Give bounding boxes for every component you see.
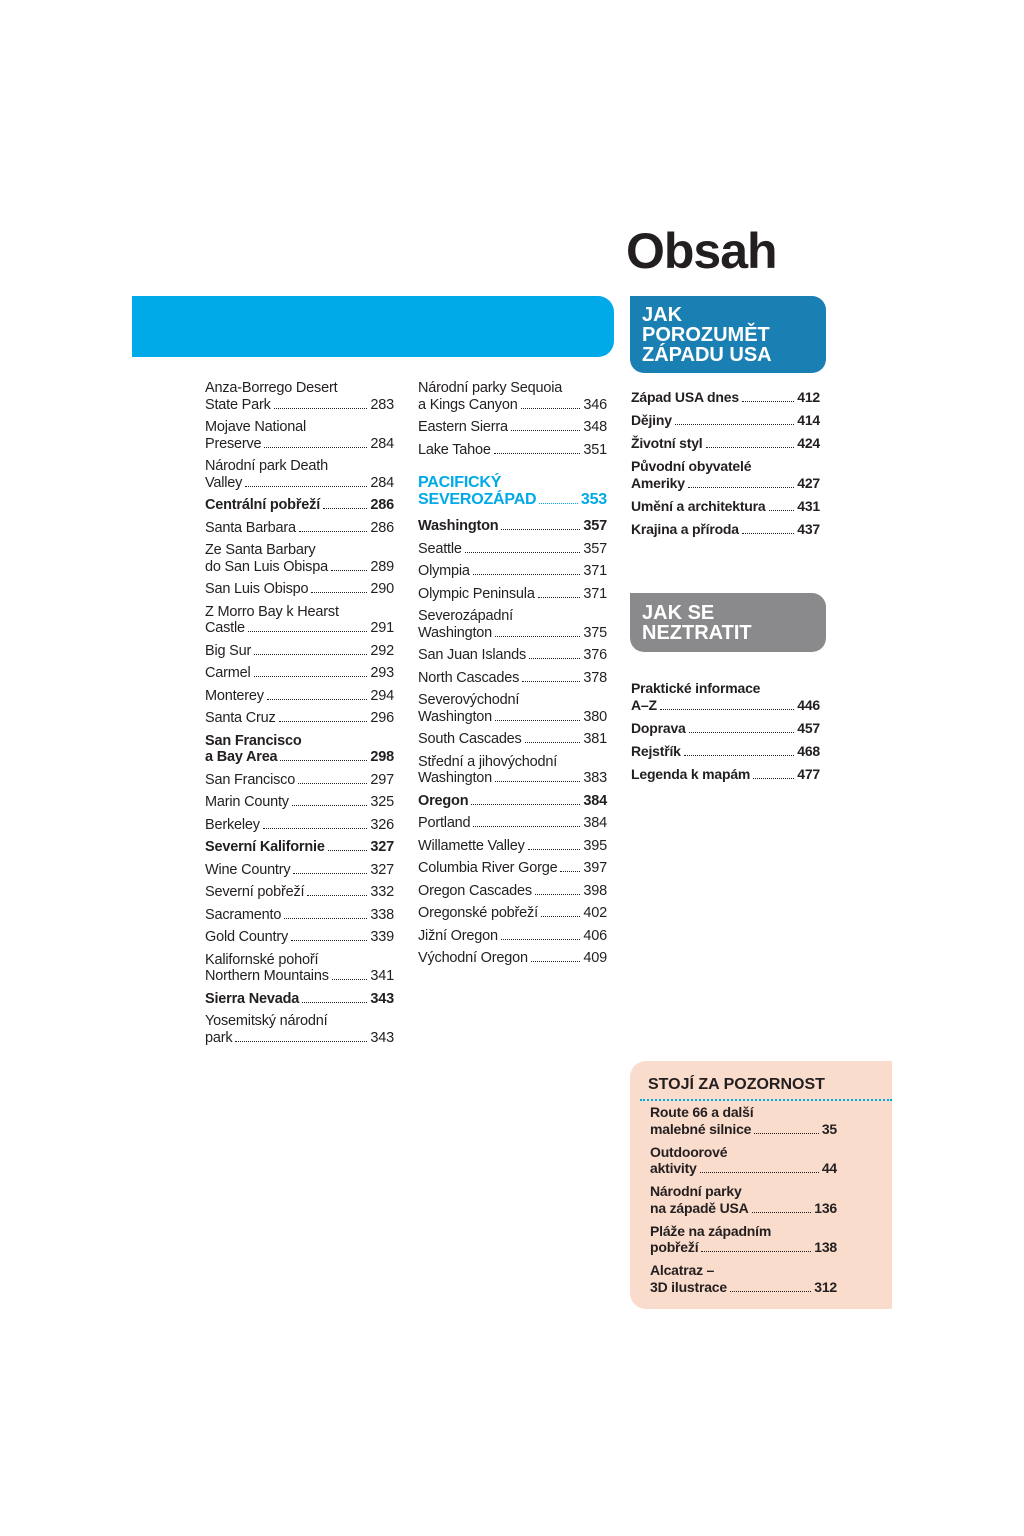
- toc-entry-title: Lake Tahoe: [418, 441, 491, 458]
- toc-entry[interactable]: [631, 389, 820, 406]
- dot-leader: [560, 871, 580, 872]
- understand-line-2: POROZUMĚT: [642, 324, 770, 346]
- toc-entry-title: Marin County: [205, 794, 289, 810]
- dot-leader: [292, 805, 368, 806]
- toc-entry-title: Eastern Sierra: [418, 419, 508, 435]
- toc-entry-title: Oregonské pobřeží: [418, 905, 538, 921]
- toc-entry-title: Santa Cruz: [205, 710, 276, 726]
- toc-entry[interactable]: [418, 419, 607, 436]
- toc-entry[interactable]: [205, 643, 394, 660]
- toc-entry-title: Portland: [418, 815, 471, 831]
- toc-page-number: 35: [821, 1120, 837, 1137]
- toc-page-number: 338: [370, 906, 394, 923]
- dot-leader: [522, 681, 580, 682]
- understand-line-3: ZÁPADU USA: [642, 344, 772, 366]
- toc-entry[interactable]: [418, 541, 607, 558]
- toc-entry[interactable]: [650, 1104, 837, 1138]
- toc-entry-title: Severní Kalifornie: [205, 839, 325, 855]
- toc-entry[interactable]: [418, 692, 607, 725]
- toc-page-number: 384: [583, 792, 607, 809]
- toc-page-number: 332: [370, 884, 394, 900]
- toc-page-number: 292: [370, 642, 394, 659]
- highlights-list: [650, 1104, 837, 1302]
- toc-entry-title: San Juan Islands: [418, 647, 527, 663]
- survival-line-2: NEZTRATIT: [642, 622, 752, 644]
- toc-entry[interactable]: [631, 458, 820, 492]
- toc-entry-title: pobřeží: [650, 1239, 699, 1255]
- toc-entry-title: Wine Country: [205, 861, 291, 878]
- toc-entry-title-line: Kalifornské pohoří: [205, 951, 319, 968]
- toc-entry-title: Washington: [418, 770, 493, 786]
- toc-page-number: 468: [797, 742, 820, 759]
- toc-entry[interactable]: [631, 766, 820, 783]
- toc-entry-title: SEVEROZÁPAD: [418, 491, 537, 508]
- dot-leader: [501, 529, 580, 530]
- header-band: [132, 296, 614, 357]
- toc-page-number: 353: [580, 491, 607, 508]
- toc-page-number: 431: [797, 497, 820, 514]
- toc-entry-title: Dějiny: [631, 412, 672, 428]
- dot-leader: [465, 552, 581, 553]
- toc-entry-title: North Cascades: [418, 669, 520, 686]
- toc-entry-title: Oregon Cascades: [418, 882, 532, 899]
- dot-leader: [521, 408, 581, 409]
- dot-leader: [311, 592, 367, 593]
- toc-entry-title: Krajina a příroda: [631, 520, 739, 537]
- toc-entry[interactable]: [650, 1223, 837, 1257]
- dot-leader: [742, 533, 794, 534]
- toc-page-number: 283: [370, 396, 394, 413]
- toc-page-number: 346: [583, 396, 607, 413]
- toc-entry-title-line: Severozápadní: [418, 608, 513, 624]
- toc-entry-title: aktivity: [650, 1160, 697, 1176]
- toc-entry[interactable]: [631, 680, 820, 714]
- dot-leader: [302, 1002, 367, 1003]
- toc-entry-title: Severní pobřeží: [205, 884, 305, 900]
- dot-leader: [254, 676, 368, 677]
- toc-page-number: 325: [370, 794, 394, 810]
- toc-entry-title: Východní Oregon: [418, 950, 528, 966]
- dot-leader: [307, 895, 367, 896]
- dot-leader: [293, 873, 367, 874]
- dot-leader: [752, 1212, 812, 1213]
- dot-leader: [264, 447, 367, 448]
- toc-entry-title: Jižní Oregon: [418, 927, 498, 944]
- toc-page-number: 477: [797, 765, 820, 782]
- toc-entry[interactable]: [205, 380, 394, 413]
- toc-entry-title-line: Střední a jihovýchodní: [418, 753, 558, 770]
- toc-entry[interactable]: [205, 604, 394, 637]
- dot-leader: [769, 510, 795, 511]
- toc-page-number: 297: [370, 771, 394, 788]
- toc-entry-title: San Luis Obispo: [205, 581, 309, 597]
- toc-page-number: 286: [370, 497, 394, 513]
- toc-entry-title: South Cascades: [418, 731, 522, 747]
- dot-leader: [299, 531, 367, 532]
- toc-page-number: 375: [583, 624, 607, 641]
- toc-entry-title: Northern Mountains: [205, 968, 329, 984]
- toc-entry-title: Big Sur: [205, 642, 252, 659]
- toc-entry-title: A–Z: [631, 696, 657, 713]
- toc-entry-title: do San Luis Obispa: [205, 558, 328, 575]
- toc-entry[interactable]: [418, 928, 607, 945]
- toc-page-number: 381: [583, 731, 607, 747]
- dot-leader: [531, 961, 581, 962]
- toc-page-number: 327: [370, 839, 394, 855]
- toc-page-number: 136: [814, 1199, 837, 1216]
- dot-leader: [511, 430, 581, 431]
- toc-entry[interactable]: [205, 665, 394, 682]
- dot-leader: [328, 850, 368, 851]
- toc-entry[interactable]: [418, 793, 607, 810]
- toc-column-understand: [631, 389, 820, 544]
- toc-entry[interactable]: [631, 720, 820, 737]
- dot-leader: [473, 826, 580, 827]
- toc-entry-title: State Park: [205, 396, 271, 413]
- toc-entry-title: Carmel: [205, 665, 251, 681]
- dot-leader: [274, 408, 368, 409]
- toc-entry[interactable]: [205, 817, 394, 834]
- toc-entry-title: Washington: [418, 708, 493, 725]
- toc-entry[interactable]: [205, 688, 394, 705]
- toc-entry-title-line: Národní park Death: [205, 458, 328, 474]
- toc-page-number: 339: [370, 929, 394, 945]
- toc-entry-title: Západ USA dnes: [631, 389, 739, 405]
- toc-entry[interactable]: [418, 860, 607, 877]
- toc-entry[interactable]: [205, 497, 394, 514]
- toc-page-number: 437: [797, 520, 820, 537]
- toc-page-number: 290: [370, 581, 394, 597]
- toc-page-number: 424: [797, 435, 820, 451]
- toc-page-number: 286: [370, 519, 394, 536]
- dot-leader: [753, 778, 794, 779]
- toc-entry[interactable]: [418, 518, 607, 535]
- toc-entry-title-line: Alcatraz –: [650, 1262, 715, 1278]
- toc-page-number: 343: [370, 990, 394, 1007]
- dot-leader: [254, 654, 367, 655]
- toc-entry[interactable]: [205, 907, 394, 924]
- toc-page-number: 371: [583, 563, 607, 579]
- toc-page-number: 326: [370, 816, 394, 833]
- toc-page-number: 409: [583, 950, 607, 966]
- toc-page-number: 427: [797, 474, 820, 491]
- toc-page-number: 312: [814, 1278, 837, 1295]
- toc-entry-title: Santa Barbara: [205, 519, 296, 536]
- toc-page-number: 376: [583, 647, 607, 663]
- toc-entry-title-line: Národní parky Sequoia: [418, 380, 563, 396]
- toc-entry[interactable]: [418, 647, 607, 664]
- toc-entry-title: Doprava: [631, 719, 686, 736]
- dot-leader: [675, 424, 794, 425]
- toc-page-number: 384: [583, 815, 607, 831]
- toc-entry-title: Washington: [418, 624, 493, 641]
- toc-page-number: 289: [370, 558, 394, 575]
- toc-page-number: 284: [370, 474, 394, 491]
- toc-entry[interactable]: [650, 1262, 837, 1296]
- toc-entry-title: park: [205, 1029, 233, 1046]
- toc-entry[interactable]: [631, 521, 820, 538]
- toc-entry-title: Washington: [418, 518, 499, 534]
- toc-entry-title: Ameriky: [631, 474, 685, 491]
- toc-entry-title: 3D ilustrace: [650, 1278, 727, 1295]
- dot-leader: [754, 1133, 819, 1134]
- toc-entry[interactable]: [631, 743, 820, 760]
- toc-entry-title-line: San Francisco: [205, 732, 302, 749]
- toc-entry[interactable]: [205, 710, 394, 727]
- dot-leader: [688, 487, 794, 488]
- dot-leader: [742, 401, 794, 402]
- toc-page-number: 138: [814, 1239, 837, 1255]
- toc-entry-title: Willamette Valley: [418, 837, 525, 854]
- toc-page-number: 298: [370, 749, 394, 765]
- dot-leader: [280, 760, 367, 761]
- dot-leader: [501, 939, 581, 940]
- toc-entry[interactable]: [205, 862, 394, 879]
- toc-entry[interactable]: [205, 884, 394, 901]
- dot-leader: [235, 1041, 367, 1042]
- survival-section-box: [630, 593, 826, 652]
- toc-page-number: 341: [370, 968, 394, 984]
- toc-entry[interactable]: [418, 950, 607, 967]
- toc-entry[interactable]: [205, 542, 394, 575]
- dot-leader: [284, 918, 367, 919]
- understand-line-1: JAK: [642, 304, 683, 326]
- toc-entry-title: Sierra Nevada: [205, 990, 300, 1007]
- toc-entry-title: Životní styl: [631, 435, 703, 451]
- dot-leader: [323, 508, 367, 509]
- toc-entry-title: a Kings Canyon: [418, 396, 518, 413]
- toc-page-number: 402: [583, 905, 607, 921]
- toc-entry-title-line: Pláže na západním: [650, 1222, 772, 1239]
- toc-entry[interactable]: [418, 905, 607, 922]
- toc-entry[interactable]: [418, 754, 607, 787]
- dot-leader: [539, 503, 577, 504]
- dot-leader: [279, 721, 368, 722]
- toc-page-number: 446: [797, 696, 820, 713]
- toc-page-number: 378: [583, 669, 607, 686]
- toc-entry-title-line: Praktické informace: [631, 680, 761, 696]
- toc-entry-title: Columbia River Gorge: [418, 860, 558, 876]
- toc-entry-title-line: PACIFICKÝ: [418, 474, 502, 491]
- toc-page-number: 414: [797, 412, 820, 428]
- toc-entry-title: Rejstřík: [631, 742, 681, 759]
- toc-entry[interactable]: [205, 929, 394, 946]
- toc-entry[interactable]: [631, 435, 820, 452]
- toc-entry-title: Sacramento: [205, 906, 282, 923]
- dot-leader: [660, 709, 794, 710]
- toc-entry-title: Olympic Peninsula: [418, 585, 535, 602]
- toc-entry[interactable]: [418, 815, 607, 832]
- toc-entry-title: Legenda k mapám: [631, 765, 751, 782]
- toc-page-number: 395: [583, 837, 607, 854]
- dot-leader: [706, 447, 795, 448]
- toc-entry-title: Gold Country: [205, 929, 289, 945]
- dot-leader: [495, 636, 580, 637]
- toc-entry[interactable]: [205, 772, 394, 789]
- toc-entry[interactable]: [418, 586, 607, 603]
- toc-entry[interactable]: [205, 458, 394, 491]
- toc-page-number: 380: [583, 708, 607, 725]
- dot-leader: [267, 699, 368, 700]
- toc-page-number: 357: [583, 540, 607, 557]
- dot-leader: [700, 1172, 819, 1173]
- toc-page-number: 327: [370, 861, 394, 878]
- toc-entry[interactable]: [418, 670, 607, 687]
- toc-entry-title: Olympia: [418, 563, 470, 579]
- toc-page-number: 406: [583, 927, 607, 944]
- dot-leader: [471, 804, 580, 805]
- dot-leader: [525, 742, 581, 743]
- survival-line-1: JAK SE: [642, 602, 715, 624]
- dot-leader: [494, 453, 581, 454]
- toc-page-number: 284: [370, 435, 394, 452]
- highlights-divider: [640, 1099, 892, 1101]
- toc-entry-title: malebné silnice: [650, 1120, 752, 1137]
- toc-entry[interactable]: [205, 733, 394, 766]
- toc-page-number: 293: [370, 665, 394, 681]
- toc-page-number: 348: [583, 419, 607, 435]
- toc-entry-title: Monterey: [205, 687, 264, 704]
- dot-leader: [689, 732, 795, 733]
- toc-entry-title: na západě USA: [650, 1199, 749, 1216]
- dot-leader: [541, 916, 580, 917]
- dot-leader: [730, 1291, 811, 1292]
- toc-page-number: 296: [370, 710, 394, 726]
- toc-entry[interactable]: [418, 442, 607, 459]
- toc-entry-title-line: Yosemitský národní: [205, 1013, 328, 1029]
- toc-entry[interactable]: [631, 498, 820, 515]
- toc-entry-title: San Francisco: [205, 771, 296, 788]
- toc-entry[interactable]: [205, 839, 394, 856]
- toc-entry-title: Preserve: [205, 435, 262, 452]
- toc-column-1: [205, 380, 394, 1052]
- toc-page-number: 457: [797, 719, 820, 736]
- dot-leader: [538, 597, 581, 598]
- toc-entry-title-line: Anza-Borrego Desert: [205, 380, 338, 396]
- toc-page-number: 398: [583, 882, 607, 899]
- dot-leader: [245, 486, 367, 487]
- toc-page-number: 294: [370, 687, 394, 704]
- toc-entry[interactable]: [205, 581, 394, 598]
- toc-entry-title-line: Mojave National: [205, 419, 306, 435]
- dot-leader: [535, 894, 581, 895]
- dot-leader: [528, 849, 581, 850]
- toc-page-number: 357: [583, 518, 607, 534]
- toc-page-number: 291: [370, 620, 394, 636]
- toc-entry[interactable]: [631, 412, 820, 429]
- toc-entry[interactable]: [418, 380, 607, 413]
- toc-page-number: 44: [821, 1160, 837, 1176]
- page-title: Obsah: [626, 223, 777, 279]
- toc-entry[interactable]: [418, 883, 607, 900]
- toc-entry-title: Centrální pobřeží: [205, 497, 321, 513]
- dot-leader: [331, 570, 367, 571]
- toc-entry[interactable]: [650, 1183, 837, 1217]
- highlights-title: STOJÍ ZA POZORNOST: [648, 1076, 825, 1093]
- dot-leader: [495, 781, 580, 782]
- toc-entry-title-line: Ze Santa Barbary: [205, 542, 316, 558]
- toc-entry[interactable]: [418, 731, 607, 748]
- dot-leader: [263, 828, 368, 829]
- toc-page-number: 371: [583, 585, 607, 602]
- toc-entry[interactable]: [205, 419, 394, 452]
- toc-entry-title-line: Z Morro Bay k Hearst: [205, 603, 339, 620]
- toc-column-2: [418, 380, 607, 973]
- dot-leader: [495, 720, 580, 721]
- dot-leader: [701, 1251, 811, 1252]
- dot-leader: [529, 658, 580, 659]
- toc-entry[interactable]: [418, 563, 607, 580]
- toc-entry[interactable]: [205, 520, 394, 537]
- toc-entry[interactable]: [650, 1144, 837, 1178]
- toc-entry[interactable]: [205, 991, 394, 1008]
- toc-entry[interactable]: [418, 838, 607, 855]
- toc-section-heading[interactable]: [418, 474, 607, 508]
- dot-leader: [684, 755, 794, 756]
- toc-column-survival: [631, 680, 820, 789]
- toc-entry-title: Castle: [205, 620, 245, 636]
- toc-entry[interactable]: [418, 608, 607, 641]
- toc-entry[interactable]: [205, 1013, 394, 1046]
- toc-entry-title: Berkeley: [205, 816, 260, 833]
- toc-entry-title: Umění a architektura: [631, 497, 766, 514]
- toc-entry-title-line: Původní obyvatelé: [631, 458, 752, 474]
- dot-leader: [332, 979, 368, 980]
- toc-entry-title: Valley: [205, 474, 243, 491]
- toc-page-number: 383: [583, 770, 607, 786]
- toc-page-number: 351: [583, 441, 607, 458]
- dot-leader: [291, 940, 367, 941]
- toc-entry-title-line: Severovýchodní: [418, 692, 520, 708]
- toc-entry-title: Seattle: [418, 540, 462, 557]
- toc-entry-title-line: Route 66 a další: [650, 1104, 754, 1120]
- toc-entry-title: a Bay Area: [205, 749, 278, 765]
- toc-entry-title-line: Národní parky: [650, 1183, 742, 1199]
- dot-leader: [473, 574, 581, 575]
- dot-leader: [248, 631, 368, 632]
- toc-entry-title: Oregon: [418, 792, 469, 809]
- dot-leader: [298, 783, 367, 784]
- toc-entry[interactable]: [205, 952, 394, 985]
- toc-page-number: 343: [370, 1029, 394, 1046]
- toc-entry[interactable]: [205, 794, 394, 811]
- toc-page-number: 412: [797, 389, 820, 405]
- toc-page-number: 397: [583, 860, 607, 876]
- understand-section-box: [630, 296, 826, 373]
- toc-entry-title-line: Outdoorové: [650, 1143, 728, 1160]
